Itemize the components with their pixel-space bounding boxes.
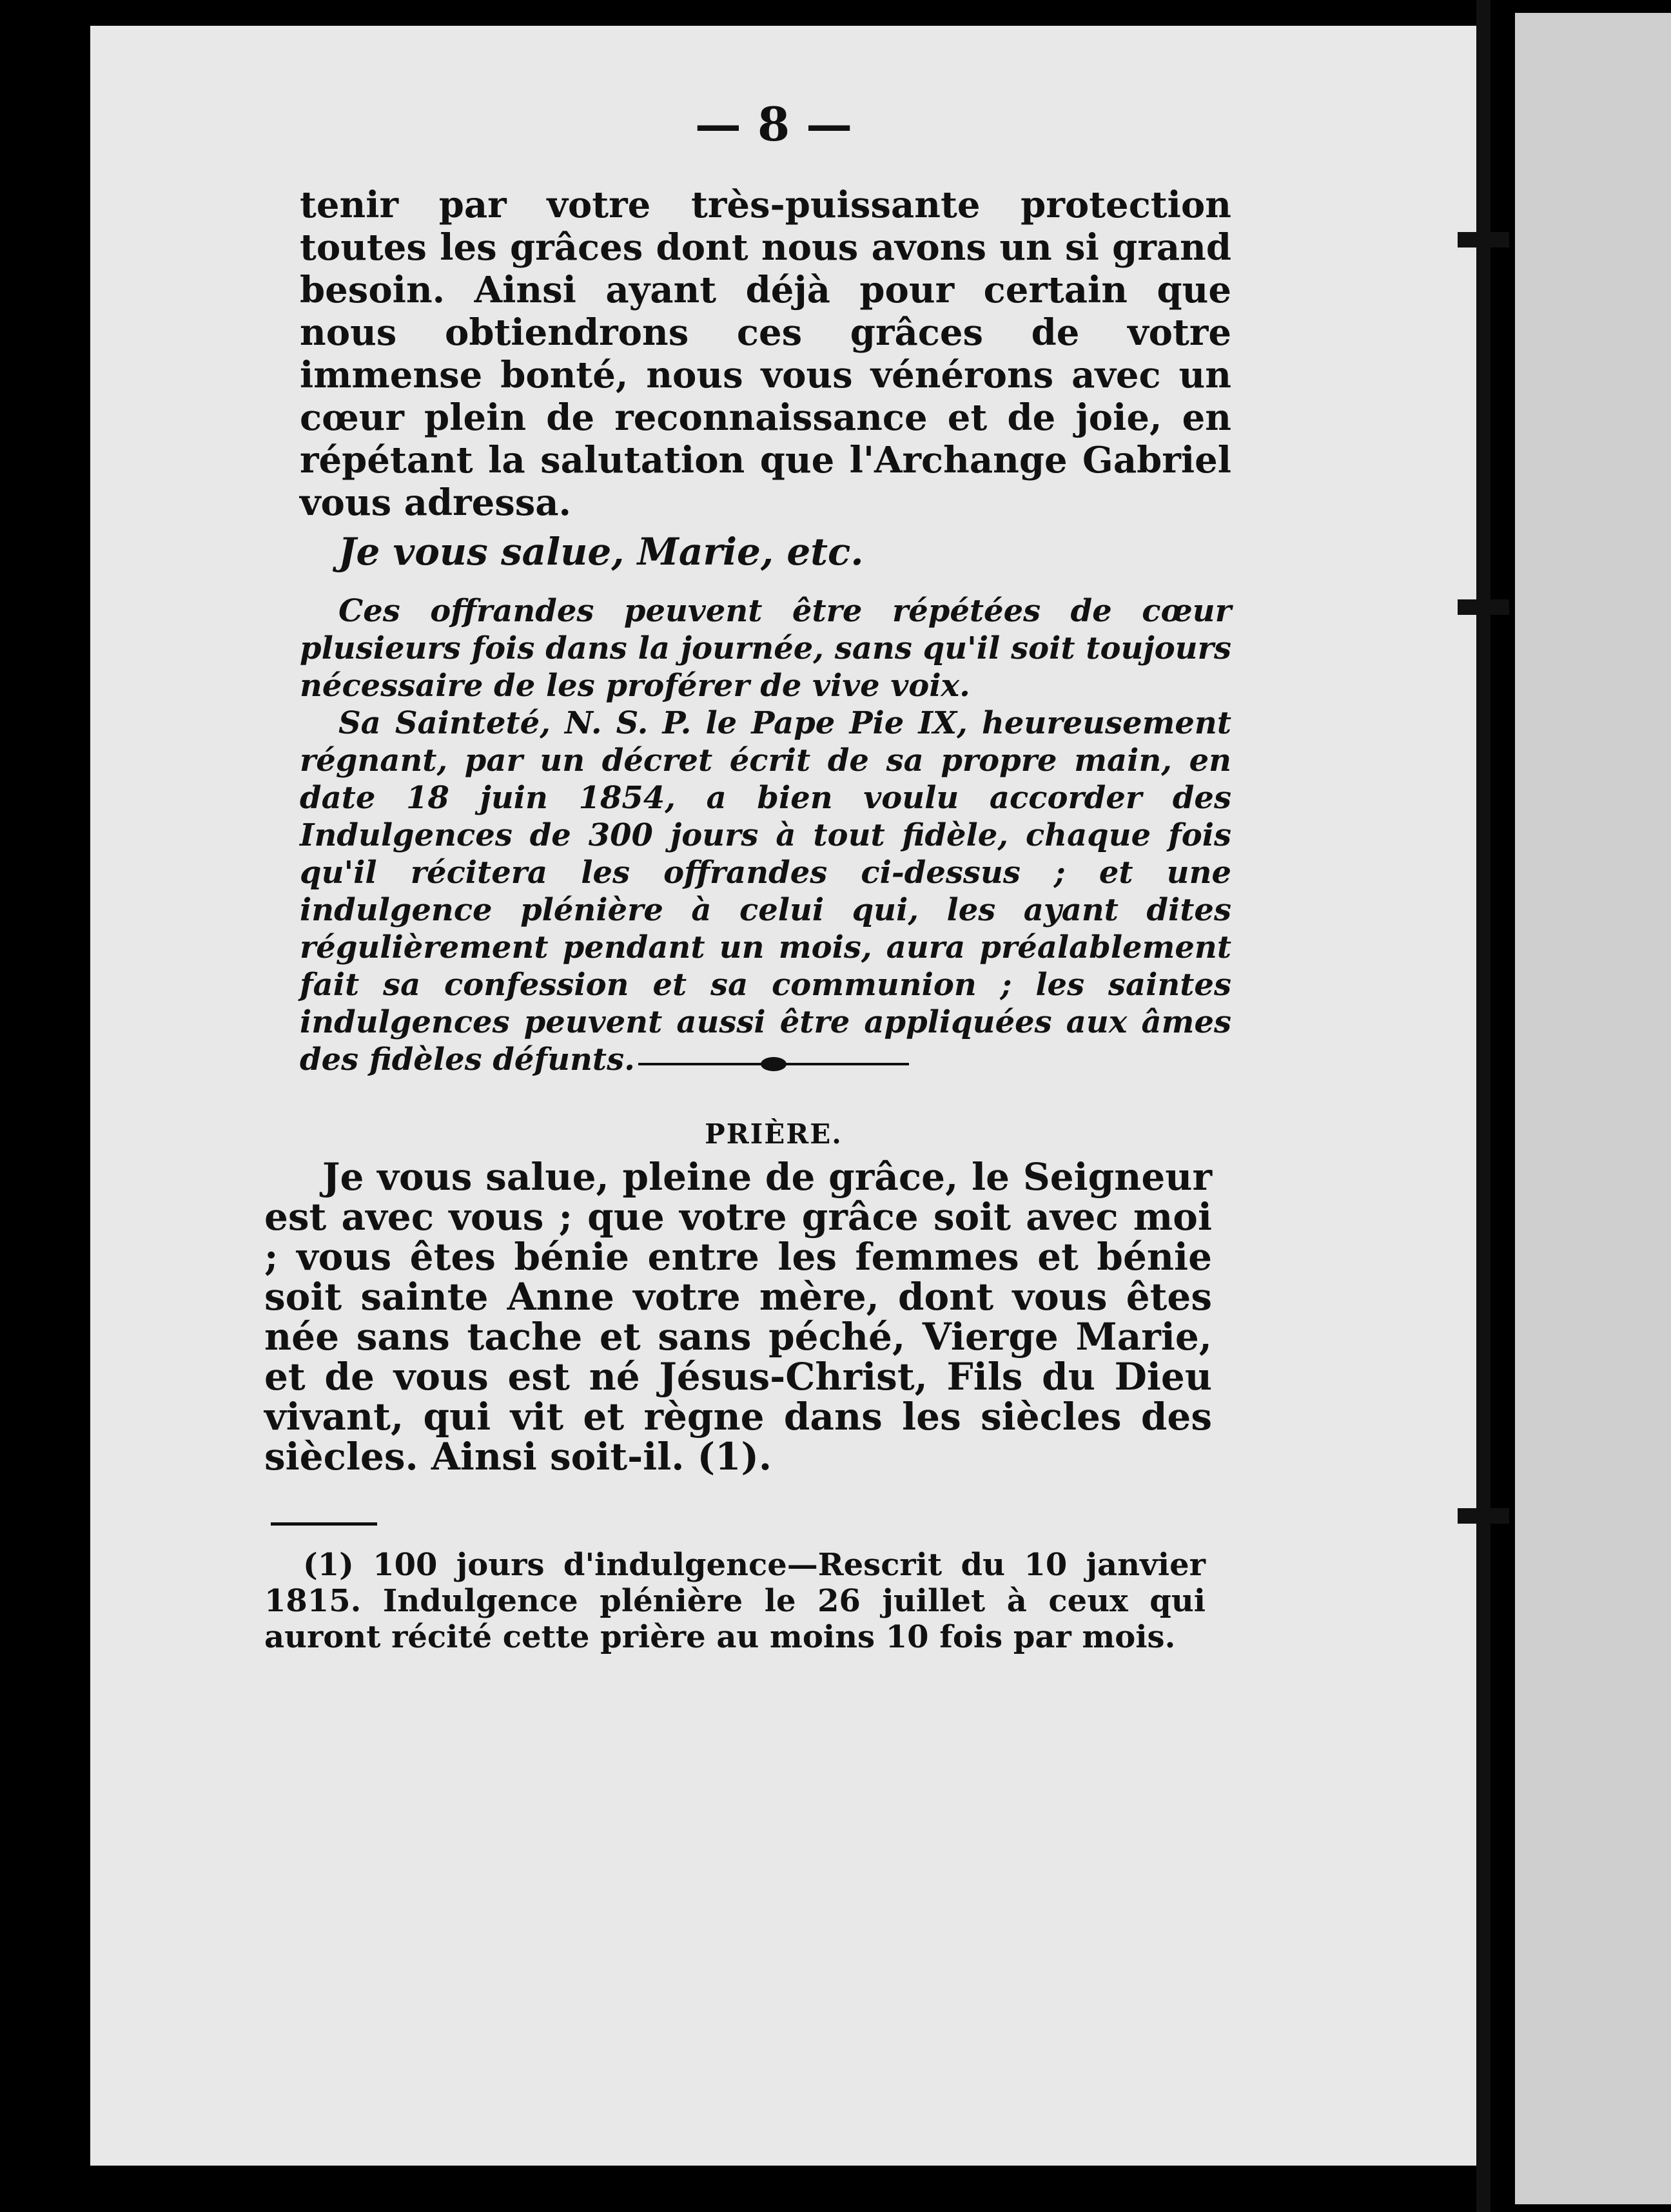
section-divider-ornament xyxy=(638,1057,909,1070)
prayer-text: Je vous salue, pleine de grâce, le Seigneur est avec vous ; que votre grâce soit avec moi ; vous êtes bénie entre les femmes et bénie soit sainte Anne votre mère, dont vous êtes née sans tache et sans péché, Vierge Marie, et de vous est né Jésus-Christ, Fils du Dieu vivant, qui vit et règne dans les siècles des siècles. Ainsi soit-il. (1). xyxy=(264,1155,1212,1479)
divider-center-mark xyxy=(761,1057,787,1071)
binding-thread-mark xyxy=(1458,599,1509,615)
page-number: — 8 — xyxy=(694,97,853,151)
top-paragraph: tenir par votre très-puissante protection toutes les grâces dont nous avons un si grand besoin. Ainsi ayant déjà pour certain que nous obtiendrons ces grâces de votre immense bonté, nous vous vénérons avec un cœur plein de reconnaissance et de joie, en répétant la salutation que l'Archange Gabriel vous adressa. xyxy=(300,184,1231,524)
footnote-block xyxy=(264,1547,1206,1655)
footnote-text: (1) 100 jours d'indulgence—Rescrit du 10 janvier 1815. Indulgence plénière le 26 juillet à ceux qui auront récité cette prière au moins 10 fois par mois. xyxy=(264,1547,1206,1655)
prayer-block xyxy=(264,1157,1212,1477)
footnote-rule xyxy=(271,1522,377,1526)
binding-fold xyxy=(1476,0,1490,2212)
binding-thread-mark xyxy=(1458,232,1509,247)
binding-thread-mark xyxy=(1458,1508,1509,1524)
prayer-heading: PRIÈRE. xyxy=(705,1118,843,1150)
indulgence-note-1: Ces offrandes peuvent être répétées de cœur plusieurs fois dans la journée, sans qu'il soit toujours nécessaire de les proférer de vive voix. xyxy=(300,593,1231,704)
main-text-block xyxy=(300,184,1231,1078)
adjacent-page-edge xyxy=(1515,13,1671,2204)
indulgence-note-2: Sa Sainteté, N. S. P. le Pape Pie IX, heureusement régnant, par un décret écrit de sa propre main, en date 18 juin 1854, a bien voulu accorder des Indulgences de 300 jours à tout fidèle, chaque fois qu'il récitera les offrandes ci-dessus ; et une indulgence plénière à celui qui, les ayant dites régulièrement pendant un mois, aura préalablement fait sa confession et sa communion ; les saintes indulgences peuvent aussi être appliquées aux âmes des fidèles défunts. xyxy=(300,705,1231,1078)
salutation-line: Je vous salue, Marie, etc. xyxy=(338,530,864,574)
